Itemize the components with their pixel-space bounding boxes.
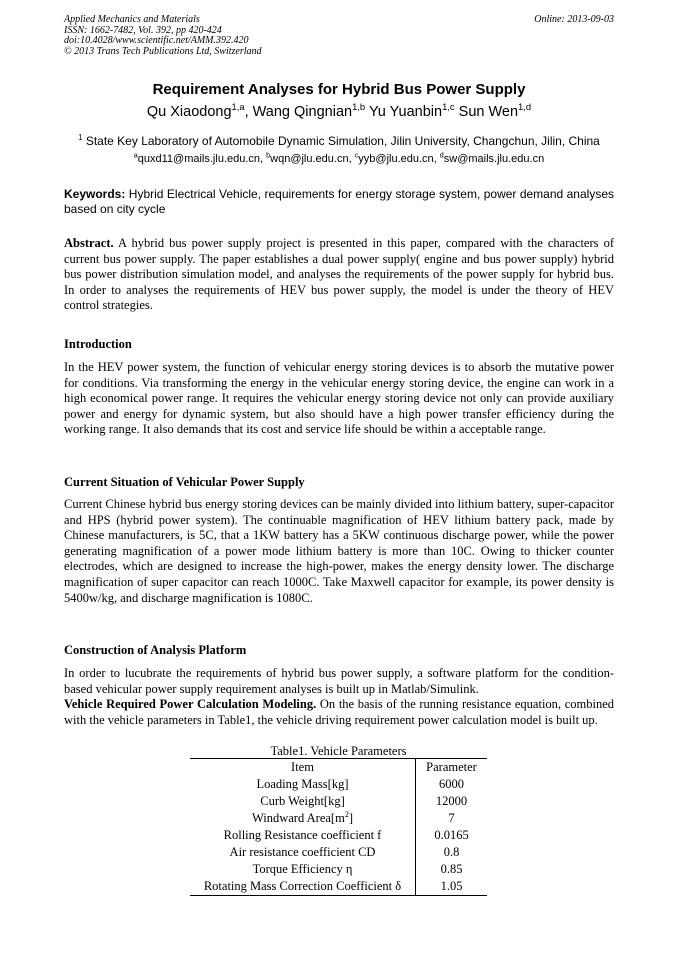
- current-situation-text: Current Chinese hybrid bus energy storing devices can be mainly divided into lithium battery, super-capacitor and HPS (hybrid power system). The continuable magnification of HEV lithium battery pack, made by Chinese manufacturers, is 5C, that a 1KW battery has a 5KW continuous discharge power, while the power generating magnification of a power mode lithium battery is more than 10C. Owing to thicker counter electrodes, which are designed to increase the high-power, makes the energy density lower. The discharge magnification of super capacitor can reach 1000C. Take Maxwell capacitor for example, its power density is 5400w/kg, and discharge magnification is 1080C.: [64, 497, 614, 605]
- author: Qu Xiaodong$^{1,a}$,: [146, 101, 253, 120]
- affiliation: $^1$ State Key Laboratory of Automobile Dynamic Simulation, Jilin University, Changchun, Jilin, China: [78, 133, 600, 148]
- paper-title: Requirement Analyses for Hybrid Bus Power Supply: [152, 81, 526, 98]
- author-list: [0, 101, 678, 120]
- table-row: Torque Efficiency η 0.85: [190, 861, 487, 878]
- table-row: Windward $Area[m^2]$ 7: [190, 810, 487, 827]
- email[interactable]: $^d$sw@mails.jlu.edu.cn: [439, 151, 545, 165]
- online-date: Online: 2013-09-03: [534, 14, 614, 25]
- keywords-label: Keywords:: [64, 187, 126, 201]
- abstract: [64, 236, 614, 314]
- email[interactable]: $^c$yyb@jlu.edu.cn: [354, 151, 434, 165]
- introduction-text: In the HEV power system, the function of vehicular energy storing devices is to absorb the mutative power for conditions. Via transforming the energy in the vehicular energy storing device, the engine can work in a high economical power range. It requires the vehicular energy storing device not only can provide auxiliary power and energy for dynamic system, but also should have a high power transfer efficiency during the working range. It also demands that its cost and service life should be within a acceptable range.: [64, 360, 614, 437]
- abstract-text: A hybrid bus power supply project is presented in this paper, compared with the characters of current bus power supply. The paper establishes a dual power supply( engine and bus power supply) hybrid bus power distribution simulation model, and analyses the requirements of the power supply for hybrid bus. In order to analyses the requirements of HEV bus power supply, the model is under the theory of HEV control strategies.: [64, 236, 614, 313]
- journal-copyright: © 2013 Trans Tech Publications Ltd, Switzerland: [64, 45, 262, 57]
- column-header-item: Item: [190, 759, 416, 777]
- abstract-label: Abstract.: [64, 236, 114, 250]
- email[interactable]: $^a$quxd11@mails.jlu.edu.cn: [133, 151, 261, 165]
- journal-issn: ISSN: 1662-7482, Vol. 392, pp 420-424: [64, 24, 222, 36]
- author: Wang Qingnian$^{1,b}$: [252, 101, 366, 120]
- vrp-subheading: Vehicle Required Power Calculation Modeling.: [64, 697, 317, 712]
- table-row: Curb Weight[kg] 12000: [190, 793, 487, 810]
- table-row: Rotating Mass Correction Coefficient δ 1.05: [190, 878, 487, 896]
- construction-text: In order to lucubrate the requirements of hybrid bus power supply, a software platform for the condition-based vehicular power supply requirement analyses is built up in Matlab/Simulink. Vehicle Required Power Calculation Modeling. On the basis of the running resistance equation, combined with the vehicle parameters in Table1, the vehicle driving requirement power calculation model is built up.: [64, 666, 614, 727]
- journal-doi: doi:10.4028/www.scientific.net/AMM.392.420: [64, 35, 249, 46]
- author: Sun Wen$^{1,d}$: [458, 101, 532, 120]
- section-heading-introduction: Introduction: [64, 337, 132, 351]
- column-header-parameter: Parameter: [416, 759, 488, 777]
- keywords-text: Hybrid Electrical Vehicle, requirements for energy storage system, power demand analyses based on city cycle: [64, 187, 614, 216]
- keywords: [64, 187, 614, 217]
- table-row: Loading Mass[kg] 6000: [190, 776, 487, 793]
- section-heading-construction: Construction of Analysis Platform: [64, 643, 247, 657]
- table-caption: Table1. Vehicle Parameters: [270, 744, 407, 758]
- email-list: $^a$quxd11@mails.jlu.edu.cn, $^b$wqn@jlu.edu.cn, $^c$yyb@jlu.edu.cn, $^d$sw@mails.jlu.edu.cn: [133, 151, 545, 165]
- author: Yu Yuanbin$^{1,c}$: [368, 101, 455, 120]
- vehicle-parameters-table: [190, 744, 487, 896]
- journal-name: Applied Mechanics and Materials: [64, 14, 200, 25]
- journal-header: [64, 15, 262, 57]
- table-row: Rolling Resistance coefficient f 0.0165: [190, 827, 487, 844]
- table-header-row: [190, 759, 487, 777]
- email[interactable]: $^b$wqn@jlu.edu.cn: [266, 151, 349, 165]
- table-row: Air resistance coefficient CD 0.8: [190, 844, 487, 861]
- section-heading-current-situation: Current Situation of Vehicular Power Supply: [64, 475, 305, 489]
